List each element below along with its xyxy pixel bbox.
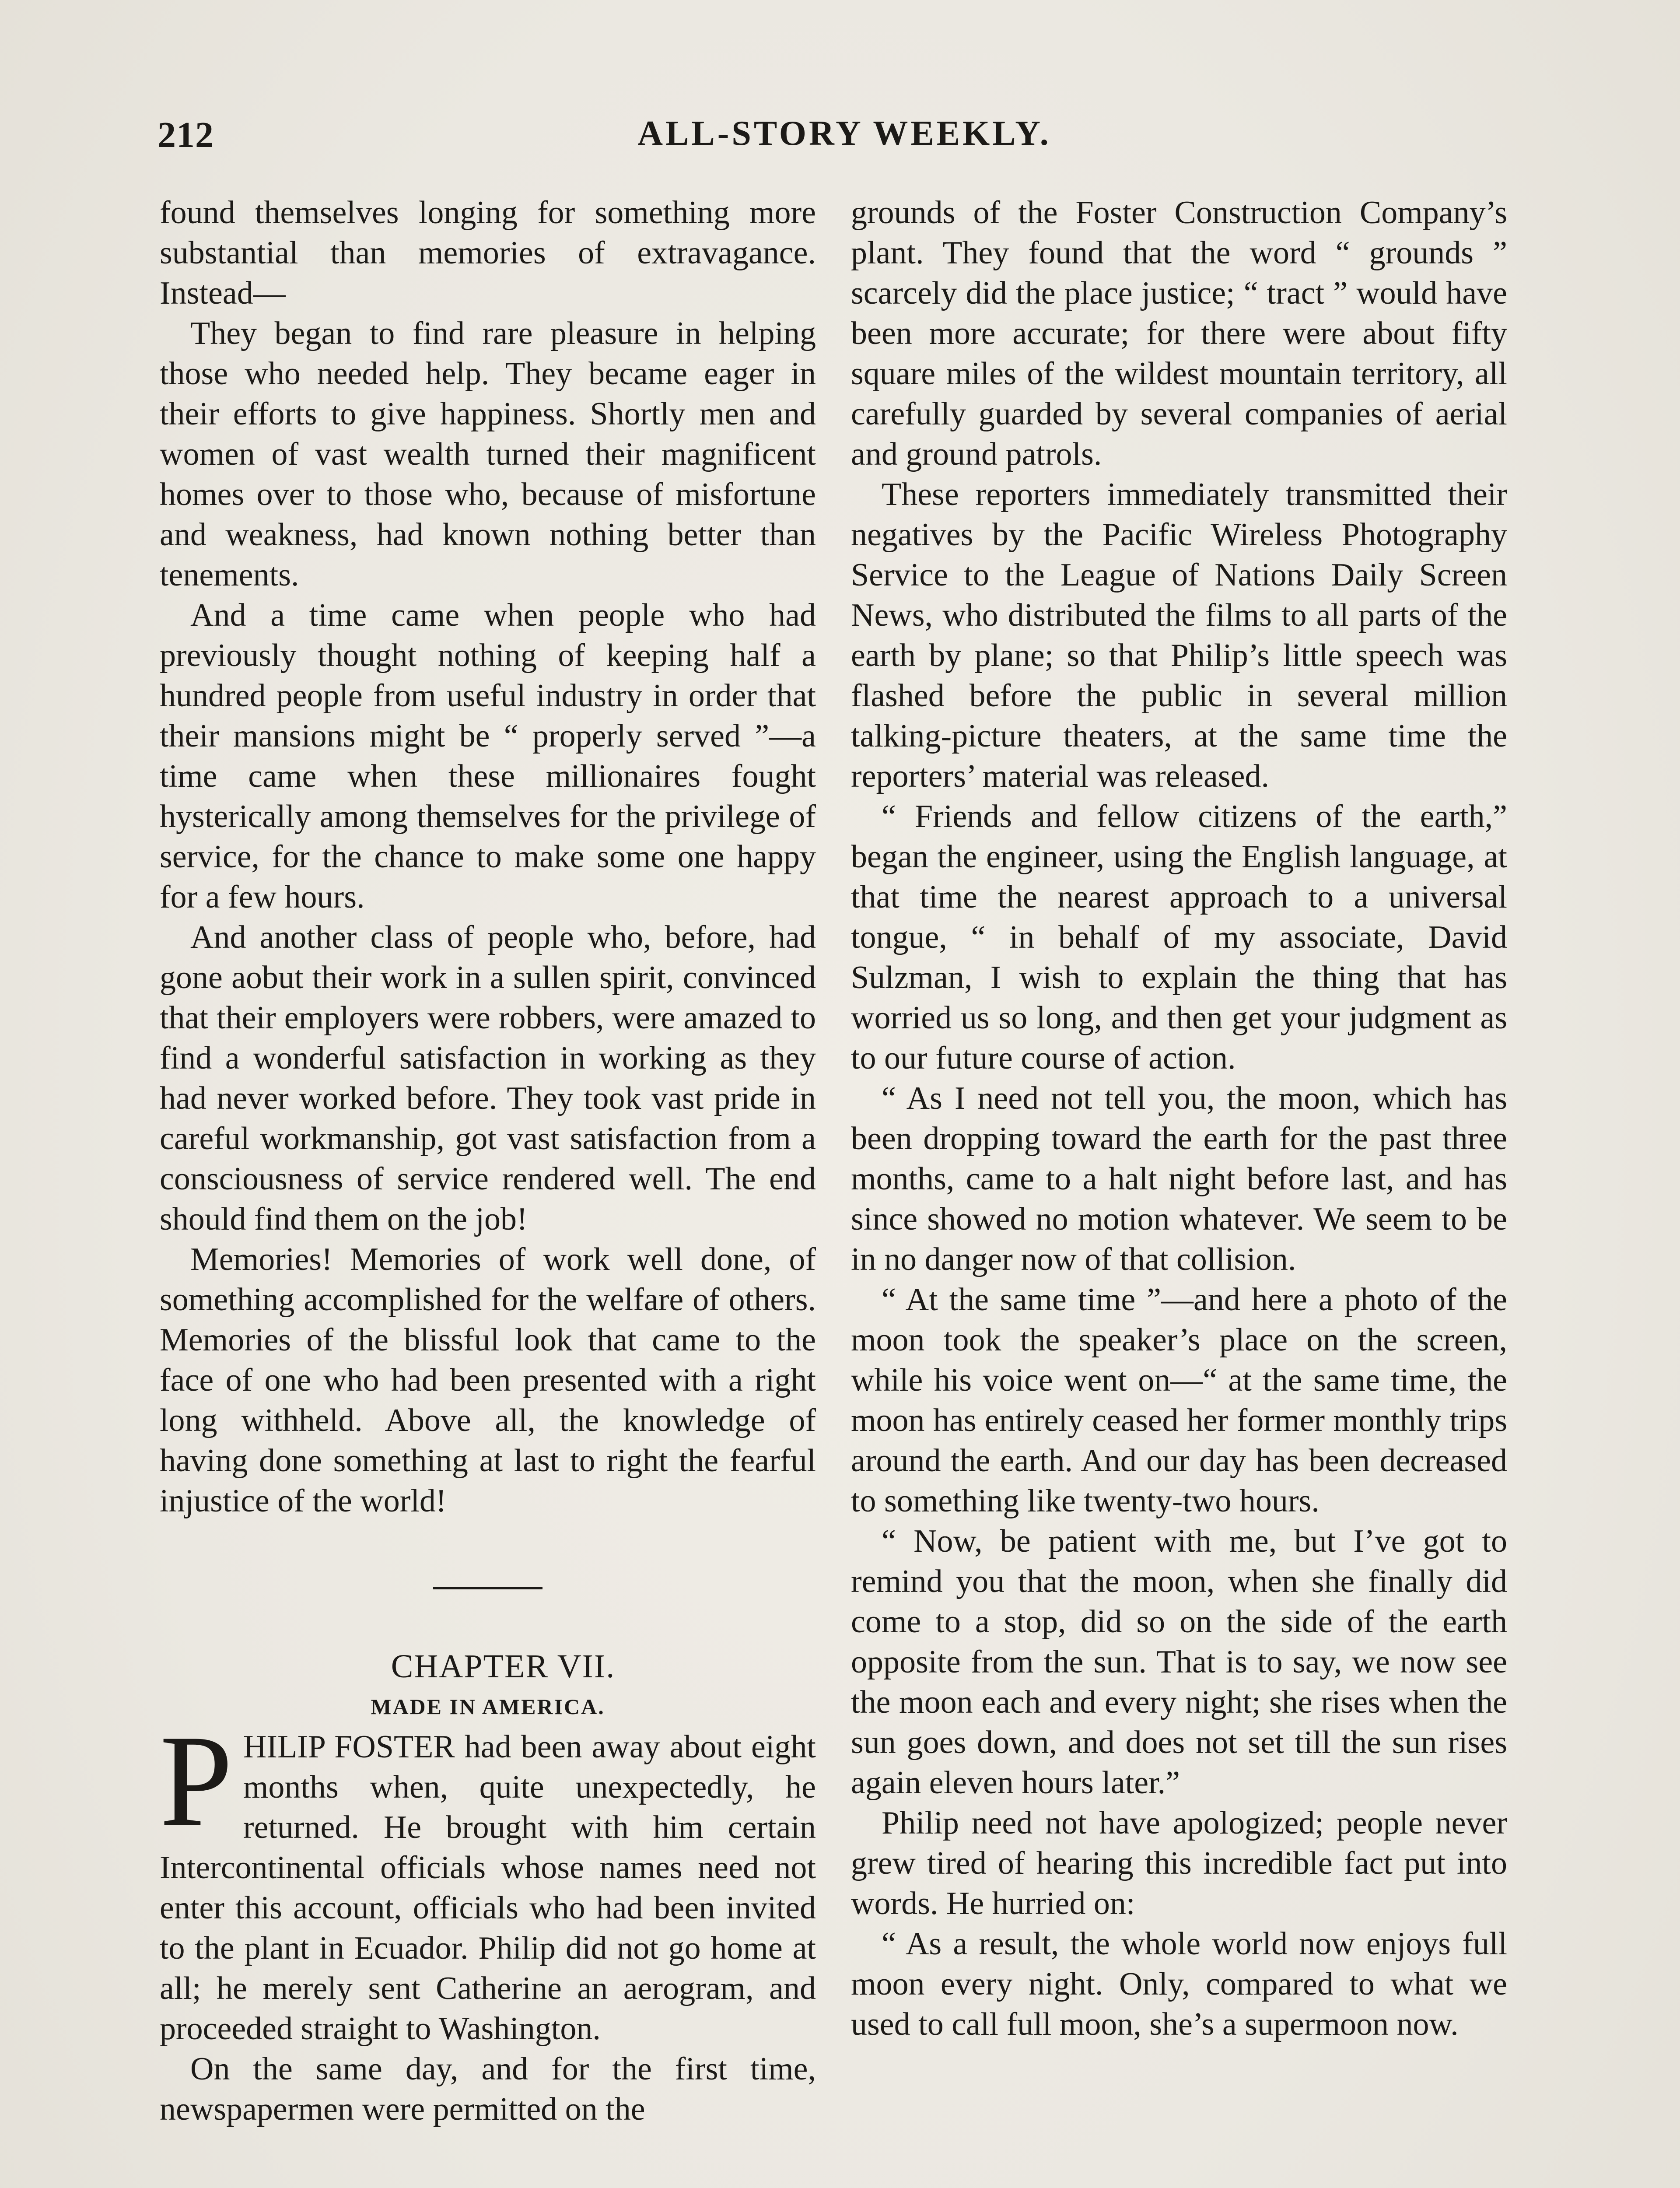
right-column <box>851 193 1507 2044</box>
paragraph: These reporters immediately transmitted their negatives by the Pacific Wireless Photography Service to the League of Nations Daily Screen News, who distributed the films to all parts of the earth by plane; so that Philip’s little speech was flashed before the public in several million talking-picture theaters, at the same time the reporters’ material was released. <box>851 477 1507 794</box>
chapter-opening-text: HILIP FOSTER had been away about eight months when, quite unexpectedly, he returned. He brought with him certain Intercontinental officials whose names need not enter this account, officials who had been invited to the plant in Ecuador. Philip did not go home at all; he merely sent Catherine an aerogram, and proceeded straight to Washington. <box>160 1729 816 2047</box>
drop-cap: P <box>160 1708 233 1853</box>
paragraph: “ As a result, the whole world now enjoys full moon every night. Only, compared to what we used to call full moon, she’s a supermoon now. <box>851 1926 1507 2042</box>
paragraph: Memories! Memories of work well done, of something accomplished for the welfare of others. Memories of the blissful look that came to the face of one who had been presented with a right long withheld. Above all, the knowledge of having done something at last to right the fearful injustice of the world! <box>160 1241 816 1519</box>
chapter-subtitle: MADE IN AMERICA. <box>371 1694 605 1719</box>
running-head: ALL-STORY WEEKLY. <box>637 114 1051 153</box>
paragraph: “ Friends and fellow citizens of the earth,” began the engineer, using the English language, at that time the nearest approach to a universal tongue, “ in behalf of my associate, David Sulzman, I wish to explain the thing that has worried us so long, and then get your judgment as to our future course of action. <box>851 799 1507 1076</box>
chapter-title: CHAPTER VII. <box>391 1648 616 1685</box>
paragraph: Philip need not have apologized; people never grew tired of hearing this incredible fact put into words. He hurried on: <box>851 1805 1507 1922</box>
paragraph: grounds of the Foster Construction Company’s plant. They found that the word “ grounds ” scarcely did the place justice; “ tract ” would have been more accurate; for there were about fifty square miles of the wildest mountain territory, all carefully guarded by several companies of aerial and ground patrols. <box>851 195 1507 472</box>
paragraph: And another class of people who, before, had gone aobut their work in a sullen spirit, convinced that their employers were robbers, were amazed to find a wonderful satisfaction in working as they had never worked before. They took vast pride in careful workmanship, got vast satisfaction from a consciousness of service rendered well. The end should find them on the job! <box>160 919 816 1237</box>
page-number: 212 <box>158 115 214 155</box>
paragraph: “ As I need not tell you, the moon, which has been dropping toward the earth for the past three months, came to a halt night before last, and has since showed no motion whatever. We seem to be in no danger now of that collision. <box>851 1080 1507 1277</box>
paragraph: On the same day, and for the first time, newspapermen were permitted on the <box>160 2051 816 2127</box>
left-column <box>160 193 816 2129</box>
chapter-opening-paragraph <box>160 1708 816 2049</box>
paragraph: found themselves longing for something more substantial than memories of extravagance. Instead— <box>160 195 816 311</box>
section-divider <box>433 1587 542 1589</box>
paragraph: “ At the same time ”—and here a photo of the moon took the speaker’s place on the screen, while his voice went on—“ at the same time, the moon has entirely ceased her former monthly trips around the earth. And our day has been decreased to something like twenty-two hours. <box>851 1282 1507 1519</box>
paragraph: They began to find rare pleasure in helping those who needed help. They became eager in their efforts to give happiness. Shortly men and women of vast wealth turned their magnificent homes over to those who, because of misfortune and weakness, had known nothing better than tenements. <box>160 316 816 593</box>
paragraph: “ Now, be patient with me, but I’ve got to remind you that the moon, when she finally did come to a stop, did so on the side of the earth opposite from the sun. That is to say, we now see the moon each and every night; she rises when the sun goes down, and does not set till the sun rises again eleven hours later.” <box>851 1523 1507 1801</box>
paragraph: And a time came when people who had previously thought nothing of keeping half a hundred people from useful industry in order that their mansions might be “ properly served ”—a time came when these millionaires fought hysterically among themselves for the privilege of service, for the chance to make some one happy for a few hours. <box>160 597 816 915</box>
